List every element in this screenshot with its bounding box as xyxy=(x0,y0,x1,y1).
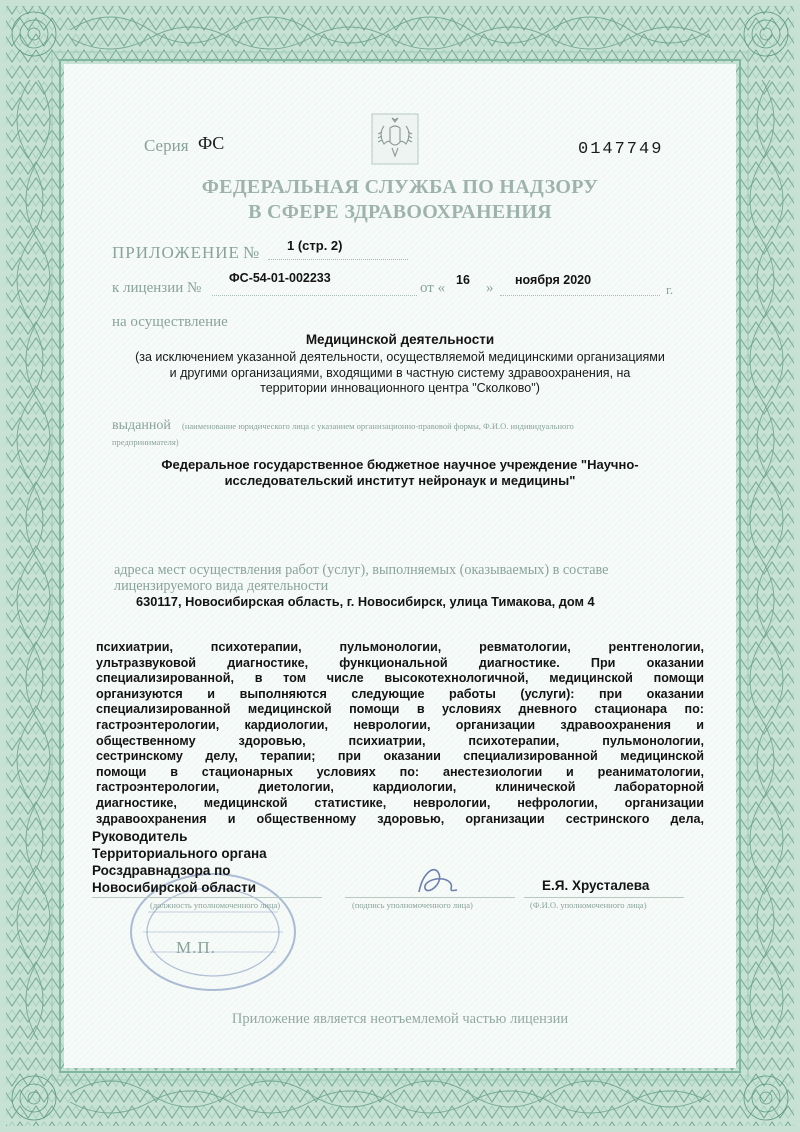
footer-note: Приложение является неотъемлемой частью лицензии xyxy=(231,1011,569,1027)
signatory-position-line: Росздравнадзора по xyxy=(92,863,231,878)
series-label: Серия xyxy=(144,136,189,155)
body-line: ультразвуковой диагностике, функциональной диагностике. При оказании xyxy=(96,655,704,670)
handwritten-signature xyxy=(405,862,465,902)
signatory-position-line: Территориального органа xyxy=(92,846,267,861)
license-day: 16 xyxy=(456,273,470,287)
activity-title: Медицинской деятельности xyxy=(305,332,495,347)
signatory-name: Е.Я. Хрусталева xyxy=(542,878,650,893)
activity-description-line: территории инновационного центра "Сколково") xyxy=(260,381,540,395)
body-line: сестринскому делу, терапии; при оказании специализированной медицинской xyxy=(96,749,704,764)
position-caption: (должность уполномоченного лица) xyxy=(150,900,281,910)
scope-of-works-text xyxy=(96,640,704,827)
activity-description-line: (за исключением указанной деятельности, осуществляемой медицинскими организациями xyxy=(135,350,665,364)
address-label-line2: лицензируемого вида деятельности xyxy=(114,578,329,594)
body-line: гастроэнтерологии, диетологии, кардиологии, клинической лабораторной xyxy=(96,780,704,795)
license-day-close: » xyxy=(486,280,494,296)
body-line: организуются и выполняются следующие работы (услуги): при оказании xyxy=(96,686,704,701)
body-line: здравоохранения и общественному здоровью, организации сестринского дела, xyxy=(96,811,704,826)
russian-coat-of-arms-icon xyxy=(370,112,420,166)
agency-title-line1: ФЕДЕРАЛЬНАЯ СЛУЖБА ПО НАДЗОРУ xyxy=(201,176,599,198)
agency-title-line2: В СФЕРЕ ЗДРАВООХРАНЕНИЯ xyxy=(248,201,552,223)
issued-label: выданной xyxy=(112,418,171,433)
body-line: специализированной, в том числе высокотехнологичной, медицинской помощи xyxy=(96,671,704,686)
issued-org-line1: Федеральное государственное бюджетное научное учреждение "Научно- xyxy=(161,457,639,472)
activity-label: на осуществление xyxy=(112,314,228,330)
activity-description xyxy=(80,350,720,397)
license-year-suffix: г. xyxy=(666,282,674,297)
signatory-position-line: Руководитель xyxy=(92,829,188,844)
signatory-position-line: Новосибирской области xyxy=(92,880,257,895)
issued-caption-line1: (наименование юридического лица с указанием организационно-правовой формы, Ф.И.О. индивидуального xyxy=(182,421,574,431)
body-line: помощи в стационарных условиях по: анестезиологии и реаниматологии, xyxy=(96,764,704,779)
license-date-from: от « xyxy=(420,280,446,296)
body-line: общественному здоровью, психиатрии, психотерапии, пульмонологии, xyxy=(96,733,704,748)
body-line: гастроэнтерологии, кардиологии, неврологии, организации здравоохранения и xyxy=(96,717,704,732)
license-month-year: ноября 2020 xyxy=(515,273,592,287)
license-label: к лицензии № xyxy=(112,280,202,296)
issued-org-line2: исследовательский институт нейронаук и медицины" xyxy=(224,473,576,488)
blank-number: 0147749 xyxy=(578,140,664,159)
body-line: психиатрии, психотерапии, пульмонологии, ревматологии, рентгенологии, xyxy=(96,640,704,654)
issued-caption-line2: предпринимателя) xyxy=(112,437,179,447)
license-number: ФС-54-01-002233 xyxy=(229,271,331,285)
address-label-line1: адреса мест осуществления работ (услуг), выполняемых (оказываемых) в составе xyxy=(114,562,609,578)
body-line: специализированной медицинской помощи в условиях дневного стационара по: xyxy=(96,702,704,717)
stamp-label: М.П. xyxy=(176,938,216,957)
signature-caption: (подпись уполномоченного лица) xyxy=(352,900,473,910)
signatory-position xyxy=(92,828,267,896)
body-line: диагностике, медицинской статистике, неврологии, нефрологии, организации xyxy=(96,795,704,810)
appendix-value: 1 (стр. 2) xyxy=(287,238,343,253)
name-caption: (Ф.И.О. уполномоченного лица) xyxy=(530,900,647,910)
series-value: ФС xyxy=(198,133,225,153)
address-value: 630117, Новосибирская область, г. Новосибирск, улица Тимакова, дом 4 xyxy=(136,594,595,609)
activity-description-line: и другими организациями, входящими в частную систему здравоохранения, на xyxy=(169,365,631,380)
appendix-label: ПРИЛОЖЕНИЕ xyxy=(112,243,240,262)
appendix-number-sign: № xyxy=(243,243,260,262)
